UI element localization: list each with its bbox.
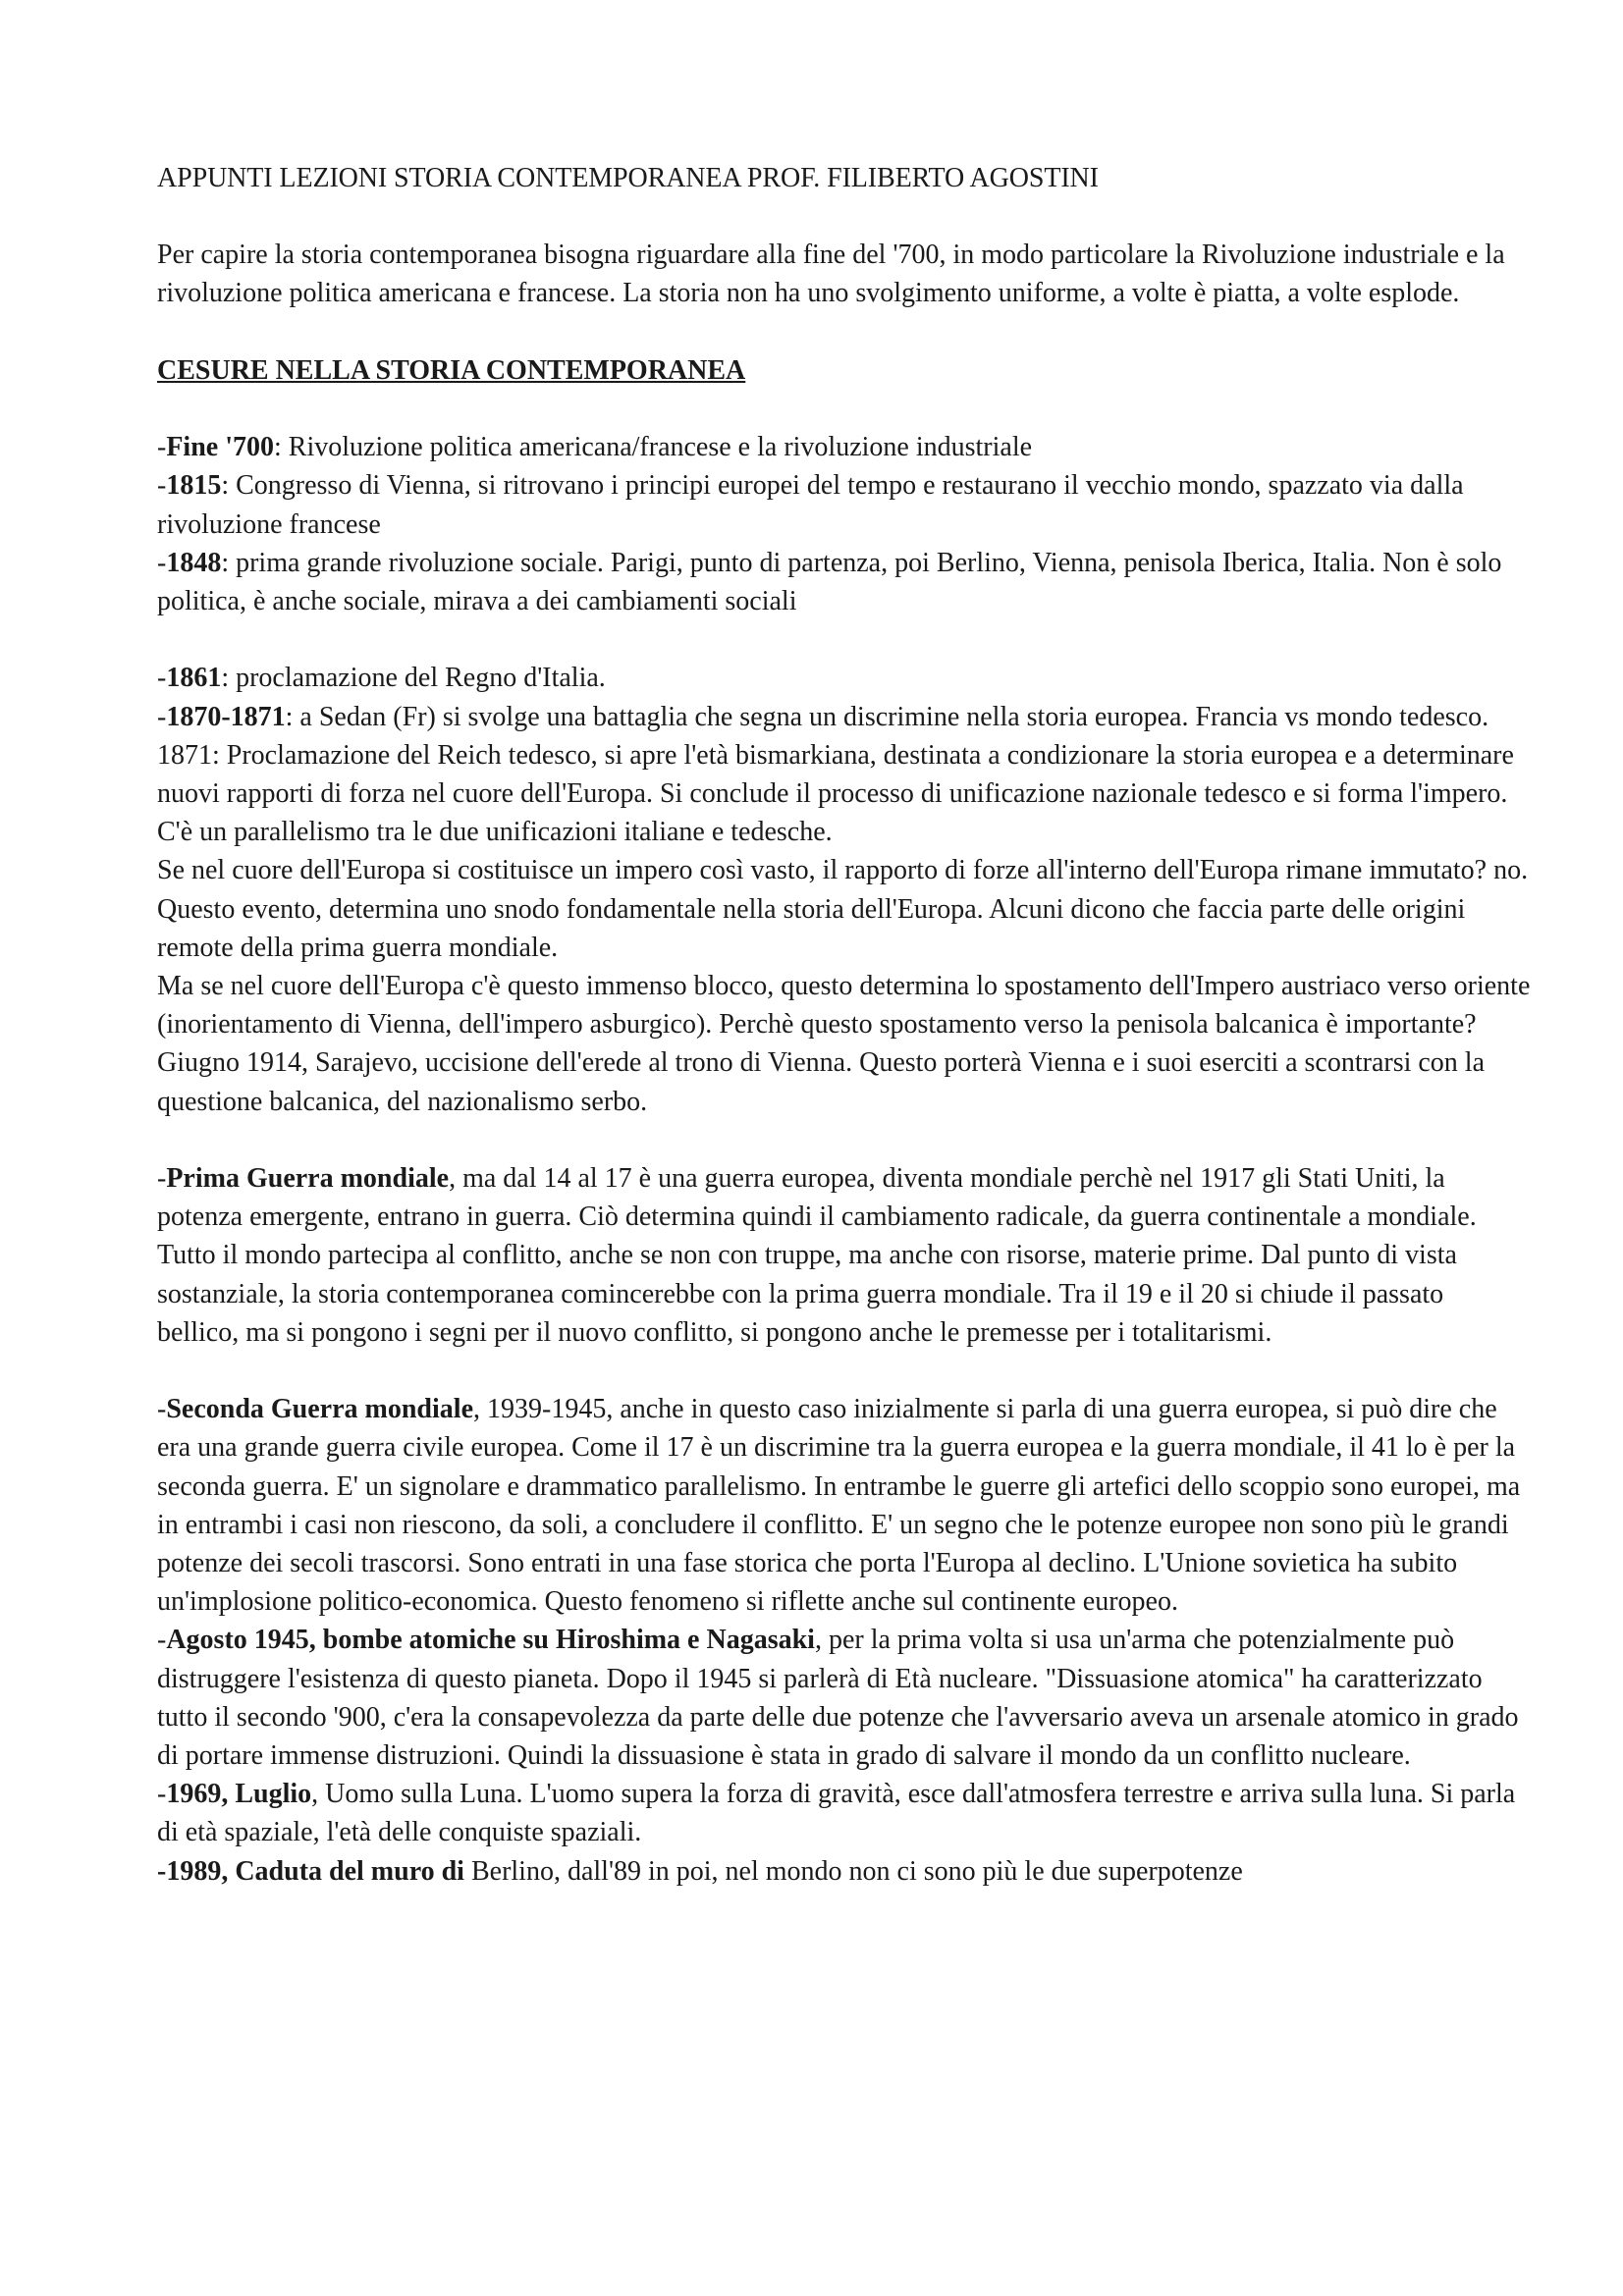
item-prefix: -: [157, 432, 167, 463]
item-bold-label: 1815: [166, 470, 222, 502]
item-bold-label: Agosto 1945, bombe atomiche su Hiroshima e Nagasaki: [166, 1625, 815, 1656]
item-text: Ma se nel cuore dell'Europa c'è questo immenso blocco, questo determina lo spostamento dell'Impero austriaco verso oriente (inorientamento di Vienna, dell'impero asburgico). Perchè questo spostamento verso la penisola balcanica è importante? Giugno 1914, Sarajevo, uccisione dell'erede al trono di Vienna. Questo porterà Vienna e i suoi eserciti a scontrarsi con la questione balcanica, del nazionalismo serbo.: [157, 971, 1531, 1117]
item-text: : proclamazione del Regno d'Italia.: [221, 663, 606, 694]
item-bold-label: -1989, Caduta del muro di: [157, 1855, 464, 1887]
item-bold-label: 1861: [166, 663, 222, 694]
list-item: [157, 1775, 1532, 1851]
item-text: : Rivoluzione politica americana/francese e la rivoluzione industriale: [274, 432, 1033, 463]
list-item: [157, 428, 1532, 466]
list-item: [157, 967, 1532, 1121]
list-item: [157, 1852, 1532, 1891]
item-prefix: -: [157, 547, 167, 578]
item-text: : a Sedan (Fr) si svolge una battaglia che segna un discrimine nella storia europea. Francia vs mondo tedesco. 1871: Proclamazione del Reich tedesco, si apre l'età bismarkiana, destinata a condizionare la storia europea e a determinare nuovi rapporti di forza nel cuore dell'Europa. Si conclude il processo di unificazione nazionale tedesco e si forma l'impero. C'è un parallelismo tra le due unificazioni italiane e tedesche.: [157, 701, 1514, 848]
item-text: , ma dal 14 al 17 è una guerra europea, diventa mondiale perchè nel 1917 gli Stati Uniti, la potenza emergente, entrano in guerra. Ciò determina quindi il cambiamento radicale, da guerra continentale a mondiale. Tutto il mondo partecipa al conflitto, anche se non con truppe, ma anche con risorse, materie prime. Dal punto di vista sostanziale, la storia contemporanea comincerebbe con la prima guerra mondiale. Tra il 19 e il 20 si chiude il passato bellico, ma si pongono i segni per il nuovo conflitto, si pongono anche le premesse per i totalitarismi.: [157, 1163, 1477, 1348]
item-bold-label: Fine '700: [166, 432, 274, 463]
item-bold-label: 1848: [166, 547, 222, 578]
item-prefix: -: [157, 1779, 167, 1810]
list-item: [157, 544, 1532, 620]
item-prefix: -: [157, 663, 167, 694]
list-item: [157, 1390, 1532, 1621]
intro-paragraph: Per capire la storia contemporanea bisogna riguardare alla fine del '700, in modo particolare la Rivoluzione industriale e la rivoluzione politica americana e francese. La storia non ha uno svolgimento uniforme, a volte è piatta, a volte esplode.: [157, 240, 1505, 309]
item-prefix: -: [157, 701, 167, 732]
document-title: APPUNTI LEZIONI STORIA CONTEMPORANEA PROF. FILIBERTO AGOSTINI: [157, 163, 1099, 193]
list-item: [157, 851, 1532, 967]
list-item: [157, 659, 1532, 697]
item-prefix: -: [157, 1625, 167, 1656]
item-bold-label: Seconda Guerra mondiale: [166, 1394, 473, 1425]
item-prefix: -: [157, 470, 167, 502]
item-prefix: -: [157, 1394, 167, 1425]
item-bold-label: Prima Guerra mondiale: [166, 1163, 450, 1195]
item-prefix: -: [157, 1163, 167, 1195]
section-heading: CESURE NELLA STORIA CONTEMPORANEA: [157, 354, 746, 386]
item-bold-label: 1870-1871: [166, 701, 286, 732]
document-page: [157, 159, 1532, 1891]
list-item: [157, 1159, 1532, 1352]
item-text: : prima grande rivoluzione sociale. Parigi, punto di partenza, poi Berlino, Vienna, penisola Iberica, Italia. Non è solo politica, è anche sociale, mirava a dei cambiamenti sociali: [157, 547, 1502, 616]
list-item: [157, 1621, 1532, 1775]
item-bold-label: 1969, Luglio: [166, 1779, 312, 1810]
item-text: Berlino, dall'89 in poi, nel mondo non ci sono più le due superpotenze: [463, 1855, 1243, 1887]
list-item: [157, 698, 1532, 852]
list-item: [157, 466, 1532, 543]
item-text: , per la prima volta si usa un'arma che potenzialmente può distruggere l'esistenza di questo pianeta. Dopo il 1945 si parlerà di Età nucleare. "Dissuasione atomica" ha caratterizzato tutto il secondo '900, c'era la consapevolezza da parte delle due potenze che l'avversario aveva un arsenale atomico in grado di portare immense distruzioni. Quindi la dissuasione è stata in grado di salvare il mondo da un conflitto nucleare.: [157, 1625, 1519, 1772]
item-text: , Uomo sulla Luna. L'uomo supera la forza di gravità, esce dall'atmosfera terrestre e arriva sulla luna. Si parla di età spaziale, l'età delle conquiste spaziali.: [157, 1779, 1516, 1848]
item-text: : Congresso di Vienna, si ritrovano i principi europei del tempo e restaurano il vecchio mondo, spazzato via dalla rivoluzione francese: [157, 470, 1464, 540]
item-text: , 1939-1945, anche in questo caso inizialmente si parla di una guerra europea, si può dire che era una grande guerra civile europea. Come il 17 è un discrimine tra la guerra europea e la guerra mondiale, il 41 lo è per la seconda guerra. E' un signolare e drammatico parallelismo. In entrambe le guerre gli artefici dello scoppio sono europei, ma in entrambi i casi non riescono, da soli, a concludere il conflitto. E' un segno che le potenze europee non sono più le grandi potenze dei secoli trascorsi. Sono entrati in una fase storica che porta l'Europa al declino. L'Unione sovietica ha subito un'implosione politico-economica. Questo fenomeno si riflette anche sul continente europeo.: [157, 1394, 1521, 1618]
item-text: Se nel cuore dell'Europa si costituisce un impero così vasto, il rapporto di forze all'interno dell'Europa rimane immutato? no. Questo evento, determina uno snodo fondamentale nella storia dell'Europa. Alcuni dicono che faccia parte delle origini remote della prima guerra mondiale.: [157, 855, 1529, 963]
